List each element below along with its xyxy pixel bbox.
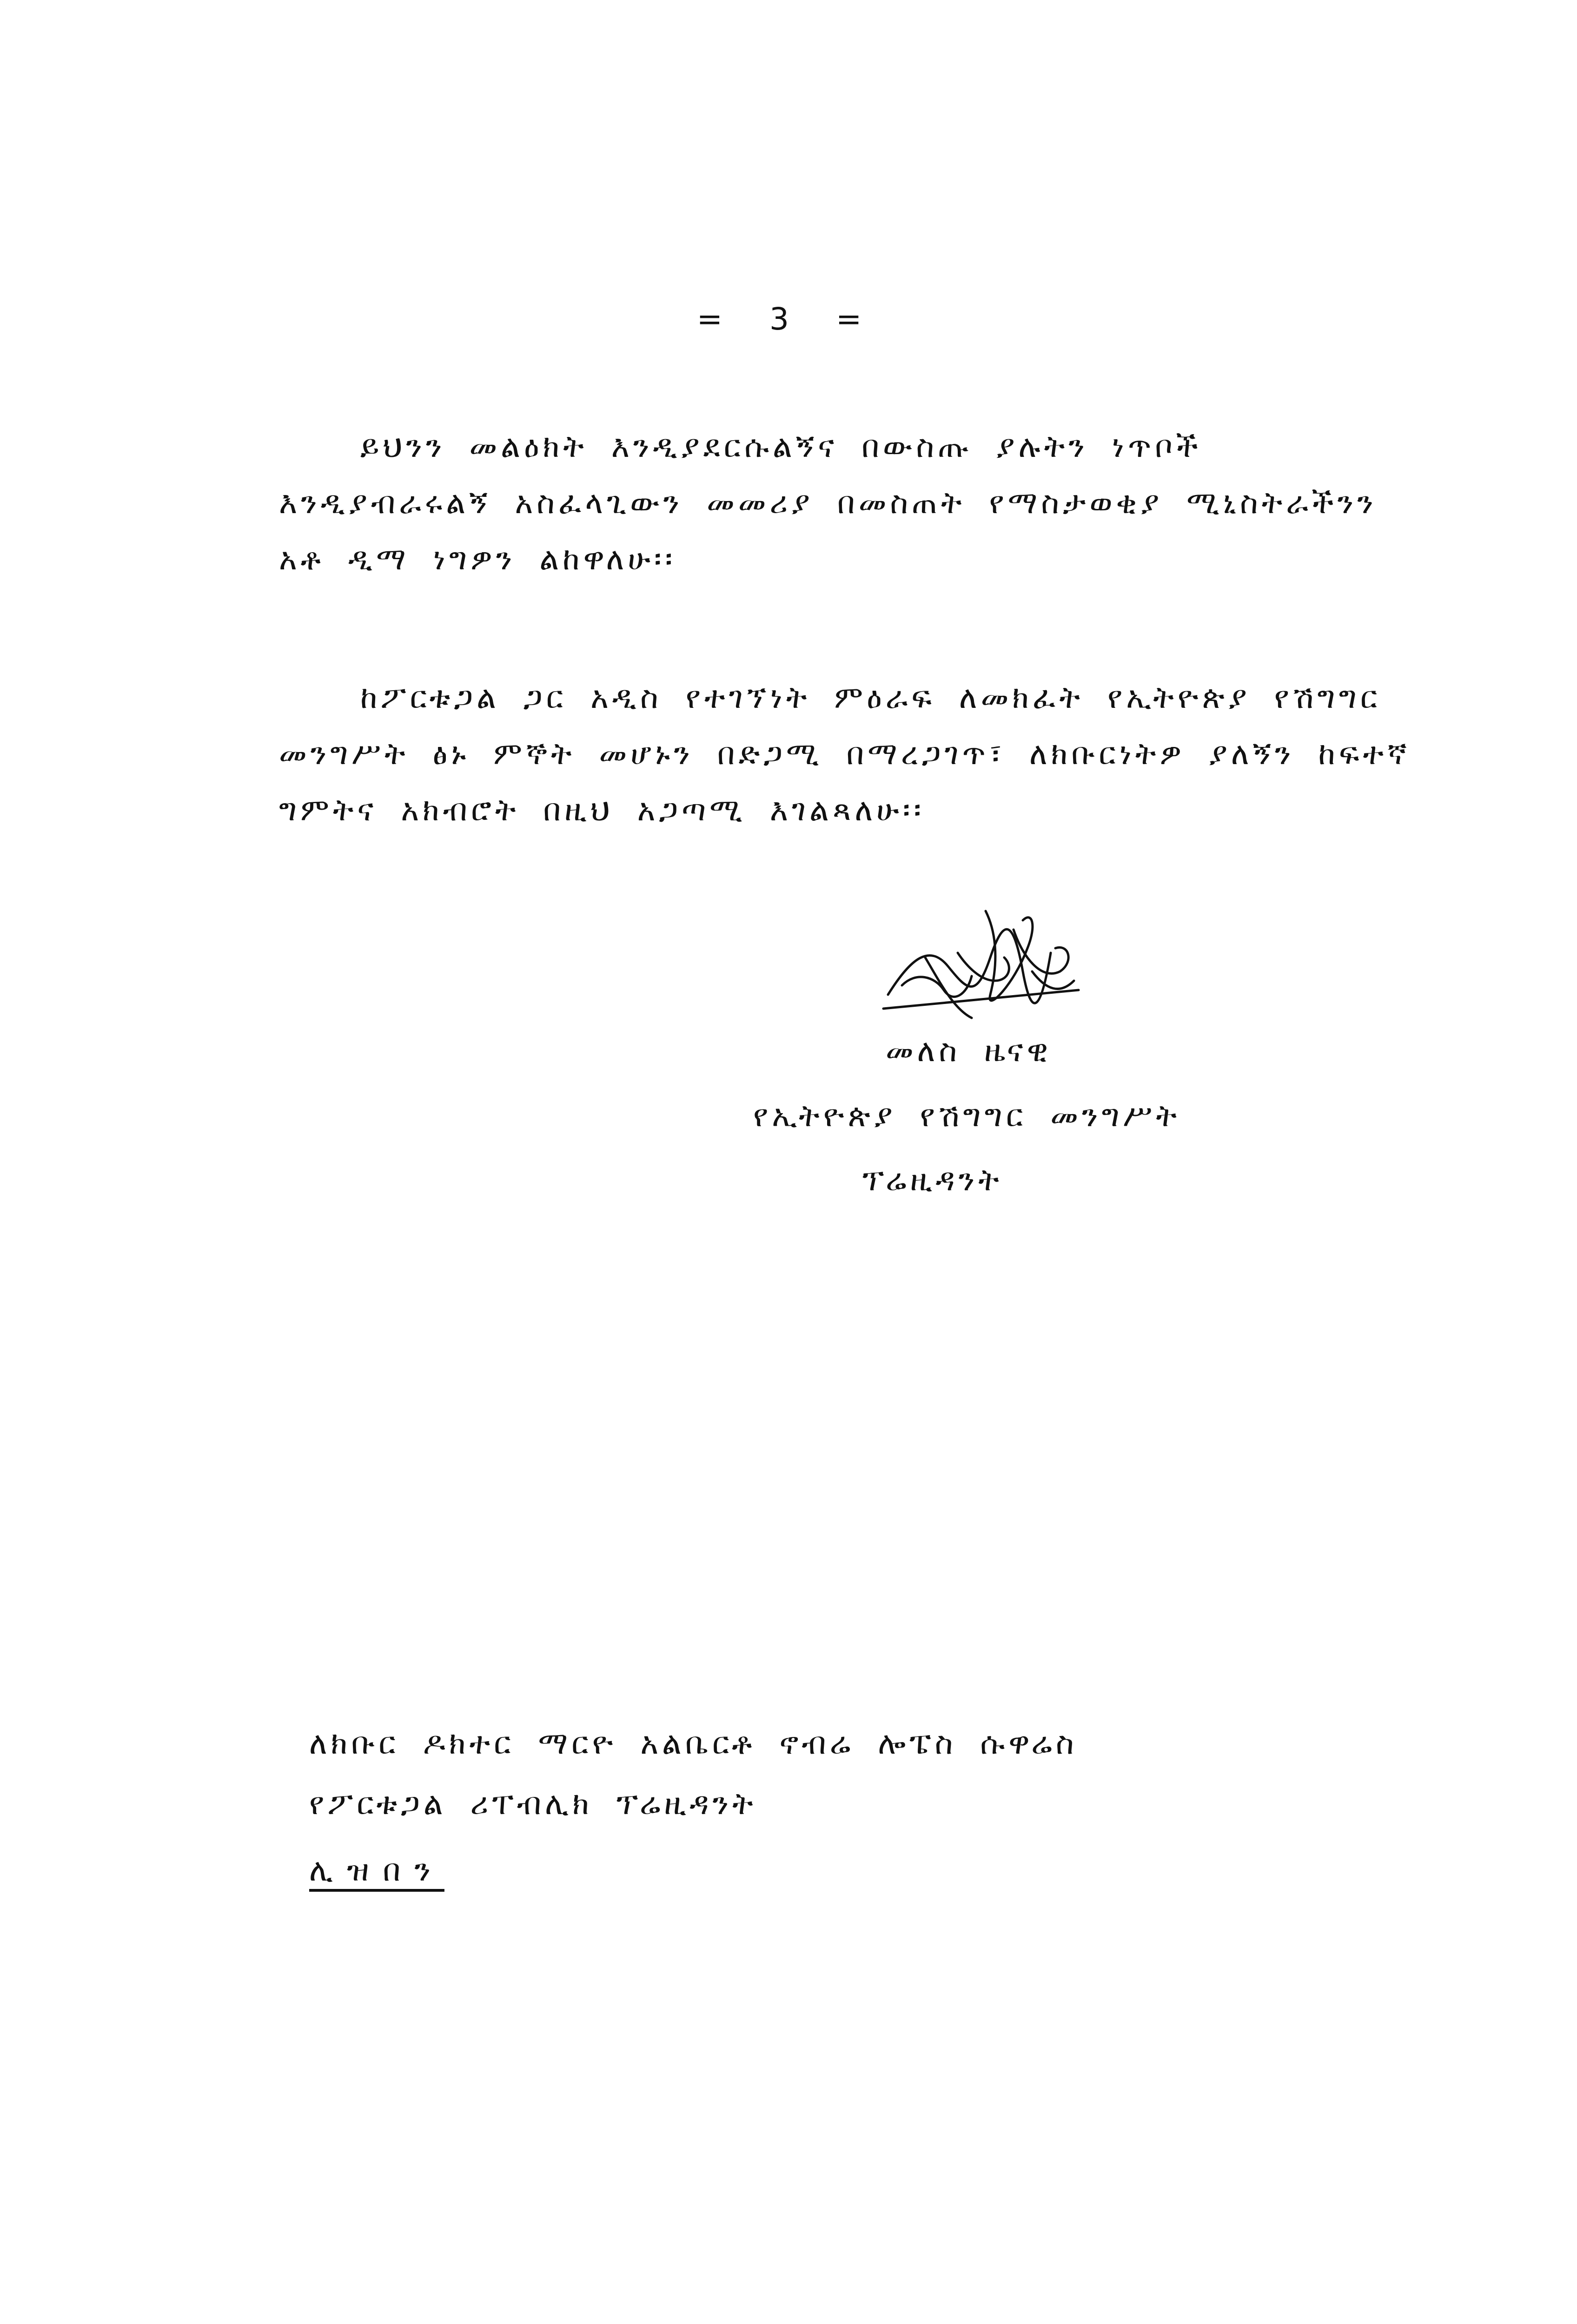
signatory-organization: የኢትዮጵያ የሽግግር መንግሥት [753,1098,1180,1134]
body-paragraph-2: ከፖርቱጋል ጋር አዲስ የተገኘነት ምዕራፍ ለመክፈት የኢትዮጵያ የሽግግር መንግሥት ፅኑ ምኞት መሆኑን በድጋሚ በማረጋገጥ፣ ለክቡርነትዎ ያለኝን ከፍተኛ ግምትና አክብሮት በዚህ አጋጣሚ እገልጻለሁ፡፡ [279,680,1411,828]
addressee-line-1: ለክቡር ዶክተር ማርዮ አልቤርቶ ኖብሬ ሎፔስ ሱዋሬስ [309,1725,1078,1761]
signatory-name: መለስ ዜናዊ [886,1033,1052,1069]
addressee-city: ሊዝበን [309,1852,444,1888]
addressee-line-2: የፖርቱጋል ሪፐብሊክ ፕሬዚዳንት [309,1786,757,1822]
signatory-title: ፕሬዚዳንት [862,1162,1003,1198]
body-paragraph-1: ይህንን መልዕክት እንዲያደርሱልኝና በውስጡ ያሉትን ነጥቦች እንዲያብራሩልኝ አስፈላጊውን መመሪያ በመስጠት የማስታወቂያ ሚኒስትራችንን አቶ ዲማ ነግዎን ልከዋለሁ፡፡ [279,429,1377,577]
handwritten-signature [874,902,1097,1037]
page-number: = 3 = [696,301,881,337]
